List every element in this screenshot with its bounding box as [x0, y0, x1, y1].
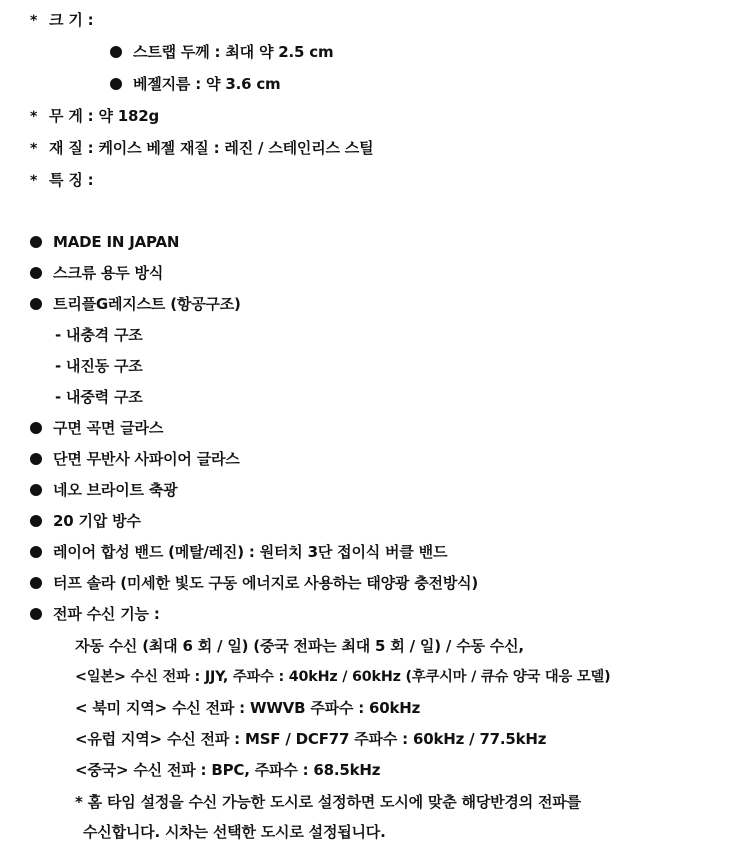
bullet-icon: [30, 546, 42, 558]
bullet-icon: [30, 484, 42, 496]
radio-detail-text: 자동 수신 (최대 6 회 / 일) (중국 전파는 최대 5 회 / 일) / 수동 수신,: [75, 637, 524, 655]
spec-weight-value: 약 182g: [98, 107, 160, 125]
feature-sub-item: [55, 356, 143, 376]
bullet-icon: [30, 515, 42, 527]
feature-text: 20 기압 방수: [53, 512, 141, 530]
bullet-icon: [30, 608, 42, 620]
radio-note-text: * 홈 타임 설정을 수신 가능한 도시로 설정하면 도시에 맞춘 해당반경의 전파를: [75, 793, 581, 811]
spec-weight-row: [30, 106, 159, 127]
feature-text: 레이어 합성 밴드 (메탈/레진) : 원터치 3단 접이식 버클 밴드: [53, 543, 448, 561]
feature-text: 스크류 용두 방식: [53, 264, 164, 282]
feature-item: [30, 232, 179, 252]
bullet-icon: [30, 422, 42, 434]
feature-text: 네오 브라이트 축광: [53, 481, 178, 499]
feature-sub-item: [55, 325, 143, 345]
feature-sub-text: - 내충격 구조: [55, 326, 143, 344]
radio-detail-line: [75, 667, 610, 687]
feature-item: [30, 294, 241, 314]
feature-item: [30, 542, 447, 562]
feature-item: [30, 604, 160, 624]
feature-sub-text: - 내진동 구조: [55, 357, 143, 375]
feature-text: 구면 곡면 글라스: [53, 419, 164, 437]
feature-item: [30, 263, 163, 283]
feature-text: 전파 수신 기능 :: [53, 605, 160, 623]
spec-strap-thickness-row: [110, 42, 333, 62]
feature-sub-item: [55, 387, 143, 407]
spec-material-value: 케이스 베젤 재질 : 레진 / 스테인리스 스틸: [98, 139, 374, 157]
spec-star: *: [30, 109, 38, 125]
spec-material-row: [30, 138, 373, 159]
radio-detail-line: [75, 760, 380, 780]
feature-text: MADE IN JAPAN: [53, 233, 180, 251]
bullet-icon: [30, 236, 42, 248]
feature-item: [30, 449, 240, 469]
spec-material-label: 재 질 :: [49, 139, 94, 157]
bullet-icon: [30, 267, 42, 279]
feature-item: [30, 480, 177, 500]
bullet-icon: [30, 577, 42, 589]
spec-star: *: [30, 173, 38, 189]
spec-size-row: [30, 10, 93, 31]
radio-detail-text: <유럽 지역> 수신 전파 : MSF / DCF77 주파수 : 60kHz / 77.5kHz: [75, 730, 547, 748]
radio-note-text: 수신합니다. 시차는 선택한 도시로 설정됩니다.: [83, 823, 386, 841]
spec-strap-thickness: 스트랩 두께 : 최대 약 2.5 cm: [133, 43, 334, 61]
spec-bezel-diameter-row: [110, 74, 280, 94]
radio-detail-line: [75, 698, 420, 718]
spec-bezel-diameter: 베젤지름 : 약 3.6 cm: [133, 75, 281, 93]
feature-text: 단면 무반사 사파이어 글라스: [53, 450, 240, 468]
bullet-icon: [110, 78, 122, 90]
feature-item: [30, 418, 163, 438]
radio-note-line: [83, 822, 386, 842]
feature-text: 터프 솔라 (미세한 빛도 구동 에너지로 사용하는 태양광 충전방식): [53, 574, 479, 592]
bullet-icon: [30, 298, 42, 310]
bullet-icon: [30, 453, 42, 465]
radio-detail-text: <중국> 수신 전파 : BPC, 주파수 : 68.5kHz: [75, 761, 381, 779]
feature-item: [30, 511, 141, 531]
radio-detail-text: < 북미 지역> 수신 전파 : WWVB 주파수 : 60kHz: [75, 699, 421, 717]
spec-size-label: 크 기 :: [49, 11, 94, 29]
radio-detail-text: <일본> 수신 전파 : JJY, 주파수 : 40kHz / 60kHz (후쿠시마 / 큐슈 양국 대응 모델): [75, 669, 611, 685]
radio-detail-line: [75, 636, 524, 656]
spec-features-label: 특 징 :: [49, 171, 94, 189]
radio-note-line: [75, 792, 581, 812]
feature-text: 트리플G레지스트 (항공구조): [53, 295, 241, 313]
spec-star: *: [30, 141, 38, 157]
spec-weight-label: 무 게 :: [49, 107, 94, 125]
radio-detail-line: [75, 729, 546, 749]
feature-item: [30, 573, 478, 593]
spec-star: *: [30, 13, 38, 29]
bullet-icon: [110, 46, 122, 58]
spec-features-row: [30, 170, 93, 191]
feature-sub-text: - 내중력 구조: [55, 388, 143, 406]
